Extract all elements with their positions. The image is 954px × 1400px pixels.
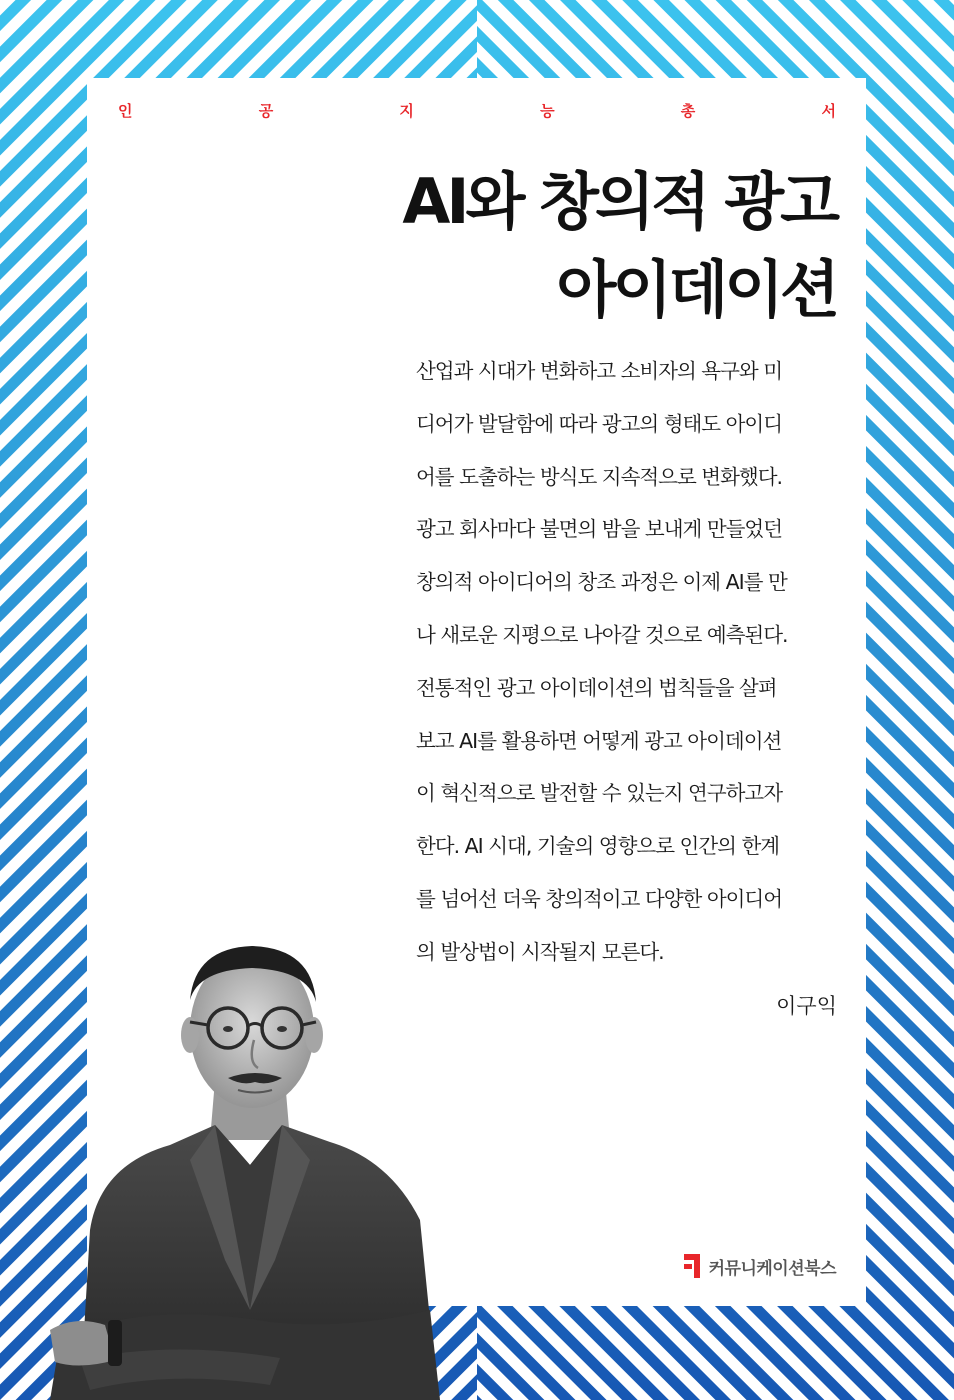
publisher-logo <box>683 1252 836 1280</box>
book-title <box>216 158 836 334</box>
series-char: 지 <box>399 102 414 120</box>
description-line: 보고 AI를 활용하면 어떻게 광고 아이데이션 <box>416 728 782 753</box>
description-line: 한다. AI 시대, 기술의 영향으로 인간의 한계 <box>416 834 780 859</box>
description-line: 나 새로운 지평으로 나아갈 것으로 예측된다. <box>416 622 788 647</box>
series-char: 능 <box>540 102 555 120</box>
series-char: 총 <box>680 102 696 120</box>
description-line: 디어가 발달함에 따라 광고의 형태도 아이디 <box>416 411 783 436</box>
description-line: 전통적인 광고 아이데이션의 법칙들을 살펴 <box>416 675 777 700</box>
description-line: 이 혁신적으로 발전할 수 있는지 연구하고자 <box>416 781 783 806</box>
title-line: 아이데이션 <box>556 253 836 326</box>
description-line: 의 발상법이 시작될지 모른다. <box>416 939 664 964</box>
series-char: 공 <box>258 102 274 120</box>
description-line: 를 넘어선 더욱 창의적이고 다양한 아이디어 <box>416 886 783 911</box>
description-line: 산업과 시대가 변화하고 소비자의 욕구와 미 <box>416 359 783 383</box>
title-line: AI와 창의적 광고 <box>402 165 836 238</box>
description-line: 광고 회사마다 불면의 밤을 보내게 만들었던 <box>416 517 783 542</box>
description-line: 창의적 아이디어의 창조 과정은 이제 AI를 만 <box>416 570 787 595</box>
description-line: 어를 도출하는 방식도 지속적으로 변화했다. <box>416 464 783 489</box>
publisher-mark-icon <box>683 1253 701 1279</box>
author-name: 이구익 <box>776 994 837 1018</box>
book-description <box>416 345 838 979</box>
series-title <box>118 100 836 124</box>
author-portrait-photo <box>20 930 460 1400</box>
series-char: 서 <box>821 102 836 120</box>
series-char: 인 <box>118 102 133 120</box>
publisher-name: 커뮤니케이션북스 <box>708 1258 836 1279</box>
